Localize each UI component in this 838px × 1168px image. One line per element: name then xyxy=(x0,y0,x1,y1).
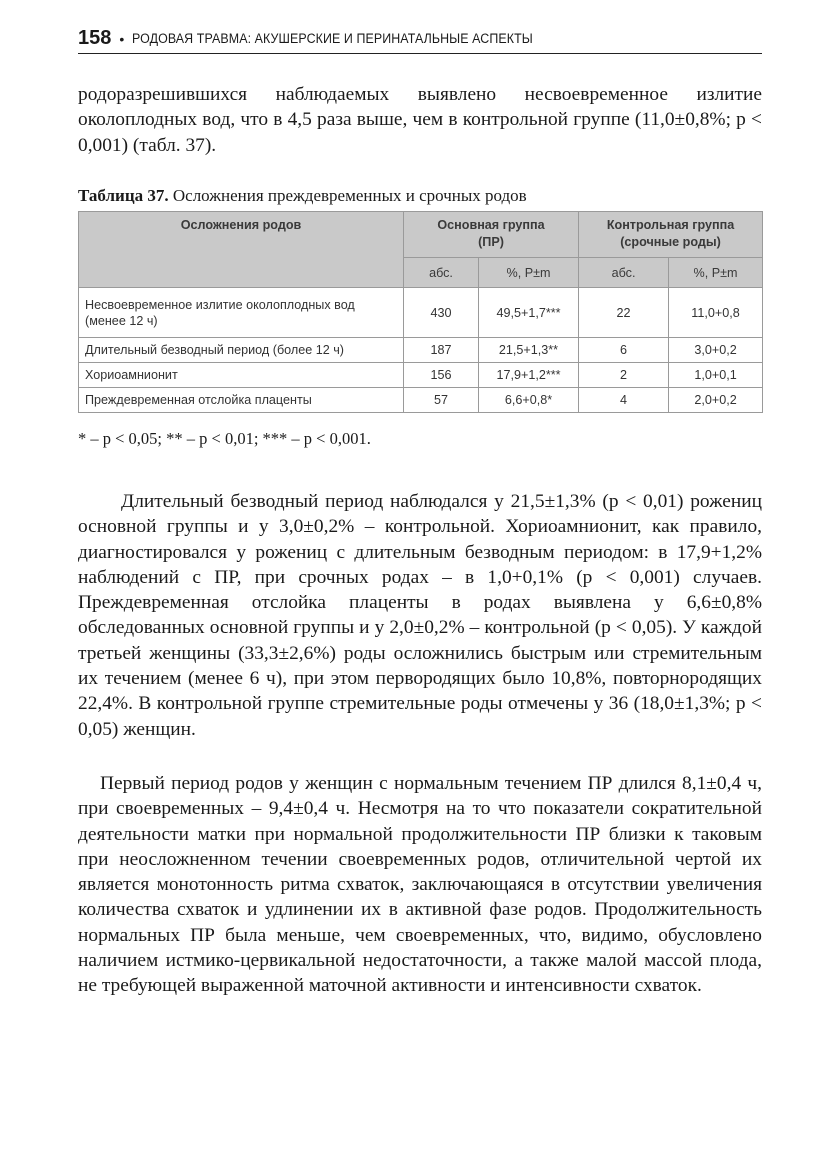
table-row xyxy=(79,288,763,338)
row-control-abs: 6 xyxy=(579,338,669,363)
table-caption-text: Осложнения преждевременных и срочных родов xyxy=(172,186,527,205)
row-name: Преждевременная отслойка плаценты xyxy=(79,388,404,413)
header-control-group xyxy=(579,212,763,258)
row-name: Несвоевременное излитие околоплодных вод (менее 12 ч) xyxy=(79,288,404,338)
subheader-abs-control: абс. xyxy=(579,258,669,288)
page-number: 158 xyxy=(78,27,112,49)
row-main-pct: 49,5+1,7*** xyxy=(479,288,579,338)
header-main-line2: (ПР) xyxy=(478,235,504,249)
paragraph-first-stage: Первый период родов у женщин с нормальным течением ПР длился 8,1±0,4 ч, при своевременных – 9,4±0,4 ч. Несмотря на то что показатели сократительной деятельности матки при нормальной продолжительности ПР близки к таковым при неосложненном течении своевременных родов, отличительной чертой их является монотонность ритма схваток, заключающаяся в отсутствии увеличения количества схваток и удлинении их в активной фазе родов. Продолжительность нормальных ПР была меньше, чем своевременных, что, видимо, обусловлено наличием истмико-цервикальной недостаточности, а также малой массой плода, не требующей выраженной маточной активности и интенсивности схваток. xyxy=(78,773,762,997)
subheader-pct-control: %, P±m xyxy=(669,258,763,288)
running-header xyxy=(78,24,762,54)
subheader-pct-main: %, P±m xyxy=(479,258,579,288)
header-control-line2: (срочные роды) xyxy=(620,235,721,249)
subheader-abs-main: абс. xyxy=(404,258,479,288)
paragraph-intro: родоразрешившихся наблюдаемых выявлено несвоевременное излитие околоплодных вод, что в 4,5 раза выше, чем в контрольной группе (11,0±0,8%; p < 0,001) (табл. 37). xyxy=(78,84,762,156)
row-main-pct: 6,6+0,8* xyxy=(479,388,579,413)
row-main-abs: 57 xyxy=(404,388,479,413)
row-control-abs: 2 xyxy=(579,363,669,388)
row-control-abs: 4 xyxy=(579,388,669,413)
row-main-pct: 21,5+1,3** xyxy=(479,338,579,363)
table-row xyxy=(79,338,763,363)
row-control-pct: 11,0+0,8 xyxy=(669,288,763,338)
header-bullet: • xyxy=(119,31,125,47)
row-control-abs: 22 xyxy=(579,288,669,338)
table-caption-label: Таблица 37. xyxy=(78,186,169,205)
row-name: Хориоамнионит xyxy=(79,363,404,388)
table-row xyxy=(79,363,763,388)
row-control-pct: 3,0+0,2 xyxy=(669,338,763,363)
row-main-abs: 156 xyxy=(404,363,479,388)
row-name: Длительный безводный период (более 12 ч) xyxy=(79,338,404,363)
header-main-line1: Основная группа xyxy=(437,218,545,232)
table-footnote: * – p < 0,05; ** – p < 0,01; *** – p < 0,001. xyxy=(78,429,371,448)
running-title: РОДОВАЯ ТРАВМА: АКУШЕРСКИЕ И ПЕРИНАТАЛЬНЫЕ АСПЕКТЫ xyxy=(132,31,534,46)
row-control-pct: 1,0+0,1 xyxy=(669,363,763,388)
header-complications: Осложнения родов xyxy=(79,212,404,288)
row-main-pct: 17,9+1,2*** xyxy=(479,363,579,388)
table-row xyxy=(79,388,763,413)
header-control-line1: Контрольная группа xyxy=(606,218,735,232)
complications-table xyxy=(78,211,763,413)
header-main-group xyxy=(404,212,579,258)
table-caption xyxy=(78,185,762,207)
paragraph-anhydrous-period: Длительный безводный период наблюдался у 21,5±1,3% (p < 0,01) рожениц основной группы и у 3,0±0,2% – контрольной. Хориоамнионит, как правило, диагностировался у рожениц с длительным безводным периодом: в 17,9+1,2% наблюдений с ПР, при срочных родах – в 1,0+0,1% (p < 0,001) случаев. Преждевременная отслойка плаценты в родах выявлена у 6,6±0,8% обследованных основной группы и у 2,0±0,2% – контрольной (p < 0,05). У каждой третьей женщины (33,3±2,6%) роды осложнились быстрым или стремительным их течением (менее 6 ч), при этом первородящих было 10,8%, повторнородящих 22,4%. В контрольной группе стремительные роды отмечены у 36 (18,0±1,3%; p < 0,05) женщин. xyxy=(78,491,762,740)
row-main-abs: 187 xyxy=(404,338,479,363)
row-control-pct: 2,0+0,2 xyxy=(669,388,763,413)
row-main-abs: 430 xyxy=(404,288,479,338)
